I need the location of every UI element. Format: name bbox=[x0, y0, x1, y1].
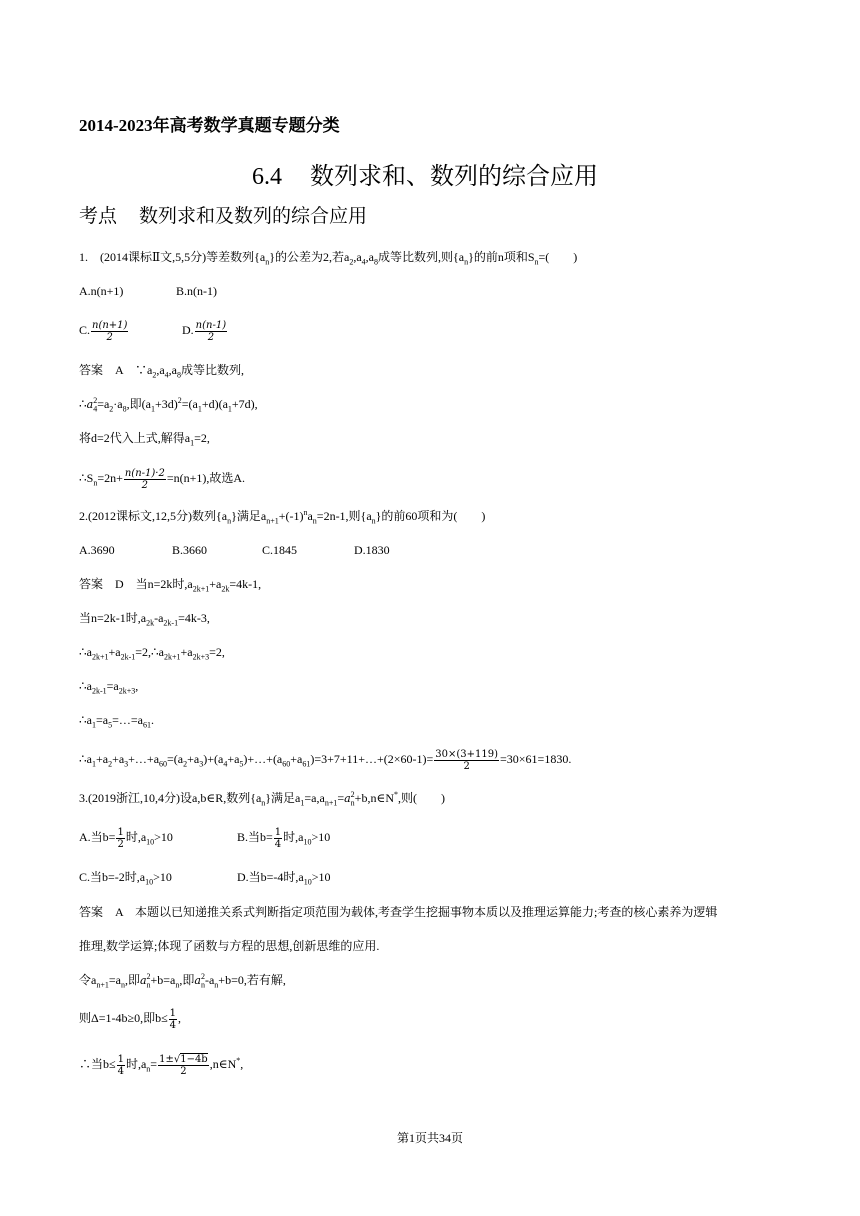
q3-option-a: A.当b= $\frac{1}{2}$ 时$,a_{10}>10$ bbox=[79, 826, 173, 850]
q1-solution-line4: $\therefore S_n=2n+$ $\frac{n(n-1)\cdot 2}{2}$ =n(n+1),故选A. bbox=[79, 467, 246, 491]
q3-answer-line1: 答案 A 本题以已知递推关系式判断指定项范围为载体,考查学生挖掘事物本质以及推理运算能力;考查的核心素养为逻辑 bbox=[79, 905, 718, 919]
page-footer: 第1页共34页 bbox=[396, 1131, 463, 1145]
q3-option-b: B.当b= $\frac{1}{4}$ 时$,a_{10}>10$ bbox=[237, 826, 331, 850]
q3-option-c: C.当b=-2时$,a_{10}>10$ bbox=[79, 870, 172, 887]
q1-option-a: A.n(n+1) bbox=[79, 284, 124, 298]
q2-solution-line5: $\therefore a_1=a_5=\dots=a_{61}$. bbox=[79, 713, 154, 730]
q2-option-c: C.1845 bbox=[262, 543, 298, 557]
q3-stem: 3.(2019浙江,10,4分)设a,b∈R,数列$\{a_n\}$满足$a_1=a,a_{n+1}=a_n^2+b,n\in N^*$,则( ) bbox=[79, 790, 445, 808]
q3-options-row2 bbox=[79, 869, 331, 885]
q2-answer: 答案 D 当n=2k时$,a_{2k+1}+a_{2k}=4k-1$, bbox=[79, 577, 262, 594]
q2-option-b: B.3660 bbox=[172, 543, 208, 557]
q2-option-d: D.1830 bbox=[354, 543, 390, 557]
q3-options-row1 bbox=[79, 824, 330, 850]
q2-stem: 2.(2012课标文,12,5分)数列$\{a_n\}$满足$a_{n+1}+(-1)^na_n=2n-1$,则$\{a_n\}$的前60项和为( ) bbox=[79, 508, 486, 526]
q2-solution-line2: 当n=2k-1时$,a_{2k}-a_{2k-1}=4k-3$, bbox=[79, 611, 210, 628]
q3-option-d: D.当b=-4时$,a_{10}>10$ bbox=[237, 870, 331, 887]
chapter-title bbox=[252, 156, 598, 191]
q2-option-a: A.3690 bbox=[79, 543, 115, 557]
q1-stem: 1. (2014课标Ⅱ文,5,5分)等差数列$\{a_n\}$的公差为2,若$a_2,a_4,a_8$成等比数列,则$\{a_n\}$的前n项和$S_n=$( ) bbox=[79, 250, 578, 267]
q1-options-row1 bbox=[79, 283, 217, 299]
section-text: 数列求和及数列的综合应用 bbox=[139, 206, 368, 227]
chapter-number: 6.4 bbox=[252, 164, 282, 190]
q1-answer: 答案 A $\because a_2,a_4,a_8$成等比数列, bbox=[79, 363, 245, 380]
q1-solution-line3: 将d=2代入上式,解得$a_1=2$, bbox=[79, 431, 210, 448]
q2-options bbox=[79, 542, 390, 558]
q2-solution-line4: $\therefore a_{2k-1}=a_{2k+3}$, bbox=[79, 679, 139, 696]
section-heading bbox=[79, 206, 367, 228]
q2-solution-line6: $\therefore a_1+a_2+a_3+\dots+a_{60}=(a_2+a_3)+(a_4+a_5)+\dots+(a_{60}+a_{61})=3+7+11+\dots+(2\times 60-1)=$ $\frac{30\times(3+119)}{2}$ =30×61=1830. bbox=[79, 748, 572, 772]
q3-answer-line2: 推理,数学运算;体现了函数与方程的思想,创新思维的应用. bbox=[79, 939, 380, 953]
q3-solution-line3: 令$a_{n+1}=a_n$,即$a_n^2+b=a_n$,即$a_n^2-a_n+b=0$,若有解, bbox=[79, 972, 286, 990]
section-label: 考点 bbox=[79, 206, 118, 227]
series-title: 2014-2023年高考数学真题专题分类 bbox=[79, 116, 340, 135]
q1-options-row2 bbox=[79, 317, 228, 343]
q3-solution-line4: 则Δ=1-4b≥0,即b≤ $\frac{1}{4}$ , bbox=[79, 1007, 182, 1031]
q1-option-c: C. $\frac{n(n+1)}{2}$ bbox=[79, 319, 128, 343]
chapter-text: 数列求和、数列的综合应用 bbox=[310, 164, 598, 190]
q1-option-b: B.n(n-1) bbox=[176, 284, 217, 298]
q1-option-d: D. $\frac{n(n-1)}{2}$ bbox=[182, 319, 227, 343]
q2-solution-line3: $\therefore a_{2k+1}+a_{2k-1}=2,\therefore a_{2k+1}+a_{2k+3}=2$, bbox=[79, 645, 225, 662]
q3-solution-line5: ∴当b≤ $\frac{1}{4}$ 时$,a_n=$ $\frac{1\pm√1-4b}{2}$ ,n∈N*, bbox=[79, 1053, 244, 1077]
q1-solution-line2: $\therefore a_4^2=a_2\cdot a_8$,即$(a_1+3d)^2=(a_1+d)(a_1+7d)$, bbox=[79, 396, 258, 414]
